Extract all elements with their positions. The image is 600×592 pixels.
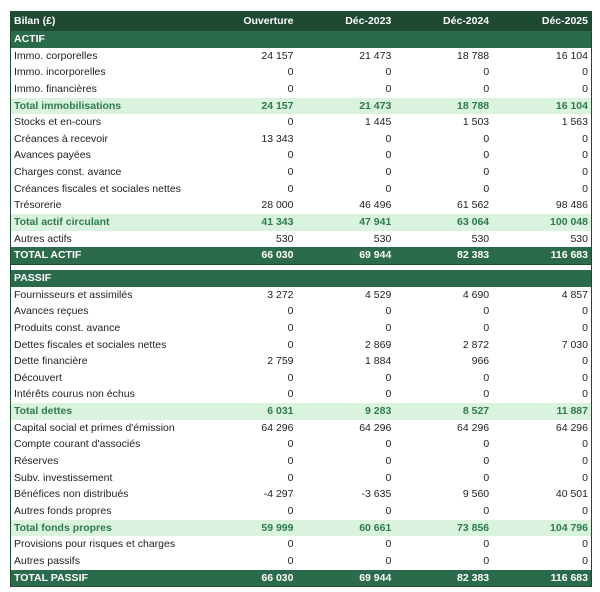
section-header-actif <box>11 31 591 48</box>
table-row <box>11 147 591 164</box>
row-value: 1 884 <box>365 355 392 368</box>
row-value: 0 <box>385 504 392 517</box>
row-label: Autres passifs <box>14 554 80 567</box>
row-value: 0 <box>582 149 588 162</box>
section-header-passif <box>11 270 591 287</box>
row-label: Total fonds propres <box>14 521 112 534</box>
row-value: 98 486 <box>555 199 588 212</box>
row-value: 0 <box>582 321 588 334</box>
row-value: 28 000 <box>261 199 294 212</box>
row-value: 0 <box>483 132 490 145</box>
row-label: Provisions pour risques et charges <box>14 538 176 551</box>
table-row <box>11 536 591 553</box>
row-label: Compte courant d'associés <box>14 438 141 451</box>
subtotal-row <box>11 98 591 115</box>
row-value: 0 <box>385 166 392 179</box>
table-row <box>11 370 591 387</box>
row-label: Découvert <box>14 371 62 384</box>
row-value: 0 <box>582 66 588 79</box>
row-value: 1 445 <box>365 116 392 129</box>
row-label: Total actif circulant <box>14 216 110 229</box>
table-row <box>11 164 591 181</box>
row-value: 0 <box>287 438 294 451</box>
row-label: Total immobilisations <box>14 99 122 112</box>
row-label: TOTAL ACTIF <box>14 249 82 262</box>
row-value: 0 <box>483 166 490 179</box>
total-row <box>11 570 591 587</box>
row-label: Autres actifs <box>14 232 72 245</box>
row-value: 3 272 <box>267 288 294 301</box>
table-row <box>11 353 591 370</box>
row-value: 1 563 <box>561 116 588 129</box>
row-value: 0 <box>582 132 588 145</box>
row-value: 0 <box>385 82 392 95</box>
table-row <box>11 436 591 453</box>
row-value: 24 157 <box>261 99 294 112</box>
row-label: Produits const. avance <box>14 321 121 334</box>
row-value: 0 <box>287 538 294 551</box>
row-label: TOTAL PASSIF <box>14 571 88 584</box>
row-label: Capital social et primes d'émission <box>14 421 175 434</box>
row-value: 0 <box>582 166 588 179</box>
row-value: 13 343 <box>261 132 294 145</box>
row-value: 6 031 <box>267 405 294 418</box>
row-label: Immo. corporelles <box>14 49 98 62</box>
table-row <box>11 486 591 503</box>
row-value: 0 <box>385 538 392 551</box>
row-value: 9 283 <box>365 405 392 418</box>
subtotal-row <box>11 403 591 420</box>
row-value: 0 <box>582 182 588 195</box>
row-label: Avances payées <box>14 149 91 162</box>
column-header: Déc-2023 <box>345 15 392 27</box>
row-value: 530 <box>275 232 294 245</box>
row-value: 0 <box>582 371 588 384</box>
row-value: 61 562 <box>457 199 490 212</box>
row-value: 2 872 <box>462 338 490 351</box>
row-value: 0 <box>483 82 490 95</box>
row-value: 66 030 <box>261 249 294 262</box>
row-value: 8 527 <box>462 405 490 418</box>
row-value: 0 <box>582 554 588 567</box>
row-label: Créances à recevoir <box>14 132 108 145</box>
table-row <box>11 553 591 570</box>
row-label: Créances fiscales et sociales nettes <box>14 182 181 195</box>
row-value: 66 030 <box>261 571 294 584</box>
table-row <box>11 470 591 487</box>
table-row <box>11 181 591 198</box>
row-label: Intérêts courus non échus <box>14 388 135 401</box>
row-label: Dette financière <box>14 355 88 368</box>
row-value: 40 501 <box>555 488 588 501</box>
row-value: 4 690 <box>462 288 490 301</box>
row-value: 0 <box>385 554 392 567</box>
row-value: 0 <box>385 388 392 401</box>
row-value: 0 <box>287 166 294 179</box>
row-label: Dettes fiscales et sociales nettes <box>14 338 167 351</box>
row-value: 530 <box>570 232 588 245</box>
row-value: 64 296 <box>359 421 392 434</box>
row-value: 0 <box>287 338 294 351</box>
row-value: 0 <box>385 455 392 468</box>
table-row <box>11 48 591 65</box>
row-value: 0 <box>385 305 392 318</box>
row-value: 116 683 <box>550 571 588 584</box>
row-value: 0 <box>287 305 294 318</box>
row-value: 0 <box>287 66 294 79</box>
row-value: 69 944 <box>359 571 392 584</box>
row-value: 0 <box>483 455 490 468</box>
row-label: Immo. financières <box>14 82 97 95</box>
column-header: Déc-2025 <box>541 15 588 27</box>
row-value: 9 560 <box>462 488 490 501</box>
row-value: 0 <box>582 388 588 401</box>
row-label: Trésorerie <box>14 199 62 212</box>
row-value: 4 529 <box>365 288 392 301</box>
row-value: 2 759 <box>267 355 294 368</box>
row-value: 63 064 <box>457 216 490 229</box>
row-value: 21 473 <box>359 99 392 112</box>
row-value: 0 <box>483 438 490 451</box>
row-value: 0 <box>287 371 294 384</box>
row-value: 0 <box>582 305 588 318</box>
row-value: 0 <box>385 471 392 484</box>
row-value: 0 <box>582 504 588 517</box>
row-value: 59 999 <box>261 521 294 534</box>
section-title: PASSIF <box>14 271 52 284</box>
row-value: 0 <box>287 82 294 95</box>
row-value: 0 <box>483 305 490 318</box>
table-row <box>11 81 591 98</box>
row-value: 0 <box>483 471 490 484</box>
row-value: 41 343 <box>261 216 294 229</box>
row-value: 0 <box>287 321 294 334</box>
table-row <box>11 197 591 214</box>
row-value: 60 661 <box>359 521 392 534</box>
row-value: 47 941 <box>359 216 392 229</box>
total-row <box>11 247 591 264</box>
row-value: 0 <box>582 355 588 368</box>
row-value: 0 <box>287 471 294 484</box>
row-label: Subv. investissement <box>14 471 113 484</box>
table-row <box>11 320 591 337</box>
actif-rows <box>11 48 591 264</box>
column-header: Déc-2024 <box>443 15 490 27</box>
row-value: 0 <box>582 471 588 484</box>
row-value: 2 869 <box>365 338 392 351</box>
table-row <box>11 420 591 437</box>
row-value: 73 856 <box>457 521 490 534</box>
row-value: 82 383 <box>457 571 490 584</box>
row-value: 24 157 <box>261 49 294 62</box>
row-value: 0 <box>483 554 490 567</box>
row-value: 64 296 <box>555 421 588 434</box>
table-row <box>11 287 591 304</box>
row-label: Immo. incorporelles <box>14 66 106 79</box>
row-value: 0 <box>385 182 392 195</box>
row-value: 0 <box>385 149 392 162</box>
row-value: 21 473 <box>359 49 392 62</box>
row-value: 1 503 <box>462 116 490 129</box>
row-value: 0 <box>385 66 392 79</box>
row-value: 0 <box>582 455 588 468</box>
subtotal-row <box>11 214 591 231</box>
passif-rows <box>11 287 591 587</box>
row-value: 46 496 <box>359 199 392 212</box>
row-value: -4 297 <box>263 488 294 501</box>
row-value: 82 383 <box>457 249 490 262</box>
row-label: Réserves <box>14 455 59 468</box>
section-title: ACTIF <box>14 33 45 45</box>
row-value: 0 <box>385 132 392 145</box>
row-value: 0 <box>483 149 490 162</box>
row-value: 0 <box>385 321 392 334</box>
row-value: 0 <box>483 182 490 195</box>
row-value: 104 796 <box>550 521 588 534</box>
table-row <box>11 131 591 148</box>
row-value: 16 104 <box>555 49 588 62</box>
row-value: 0 <box>385 438 392 451</box>
row-value: 0 <box>483 538 490 551</box>
row-value: 64 296 <box>261 421 294 434</box>
table-row <box>11 64 591 81</box>
column-header: Ouverture <box>243 15 294 27</box>
table-row <box>11 386 591 403</box>
table-row <box>11 231 591 248</box>
row-label: Bénéfices non distribués <box>14 488 129 501</box>
header-label: Bilan (£) <box>14 15 56 27</box>
row-value: 0 <box>582 82 588 95</box>
row-value: 0 <box>483 321 490 334</box>
row-value: 11 887 <box>556 405 588 418</box>
subtotal-row <box>11 520 591 537</box>
row-value: 100 048 <box>550 216 588 229</box>
row-value: 18 788 <box>457 49 490 62</box>
table-row <box>11 503 591 520</box>
table-row <box>11 453 591 470</box>
row-value: 0 <box>483 504 490 517</box>
balance-sheet-table <box>10 11 592 587</box>
row-value: 64 296 <box>457 421 490 434</box>
row-value: 0 <box>287 116 294 129</box>
row-value: 0 <box>287 182 294 195</box>
row-value: 966 <box>471 355 490 368</box>
row-value: 69 944 <box>359 249 392 262</box>
row-value: 530 <box>373 232 392 245</box>
row-value: 0 <box>483 66 490 79</box>
table-row <box>11 303 591 320</box>
row-value: -3 635 <box>361 488 392 501</box>
row-value: 0 <box>287 388 294 401</box>
row-value: 18 788 <box>457 99 490 112</box>
row-label: Charges const. avance <box>14 166 122 179</box>
row-label: Autres fonds propres <box>14 504 112 517</box>
row-label: Avances reçues <box>14 305 89 318</box>
row-value: 0 <box>287 504 294 517</box>
row-value: 16 104 <box>555 99 588 112</box>
row-label: Fournisseurs et assimilés <box>14 288 133 301</box>
table-row <box>11 337 591 354</box>
row-value: 7 030 <box>561 338 588 351</box>
row-value: 0 <box>582 438 588 451</box>
row-value: 0 <box>385 371 392 384</box>
row-value: 0 <box>287 554 294 567</box>
row-label: Total dettes <box>14 405 73 418</box>
row-value: 4 857 <box>561 288 588 301</box>
row-value: 0 <box>287 455 294 468</box>
row-label: Stocks et en-cours <box>14 116 101 129</box>
row-value: 0 <box>287 149 294 162</box>
row-value: 530 <box>471 232 490 245</box>
row-value: 0 <box>483 388 490 401</box>
table-row <box>11 114 591 131</box>
row-value: 0 <box>483 371 490 384</box>
row-value: 0 <box>582 538 588 551</box>
row-value: 116 683 <box>550 249 588 262</box>
table-header <box>11 12 591 31</box>
